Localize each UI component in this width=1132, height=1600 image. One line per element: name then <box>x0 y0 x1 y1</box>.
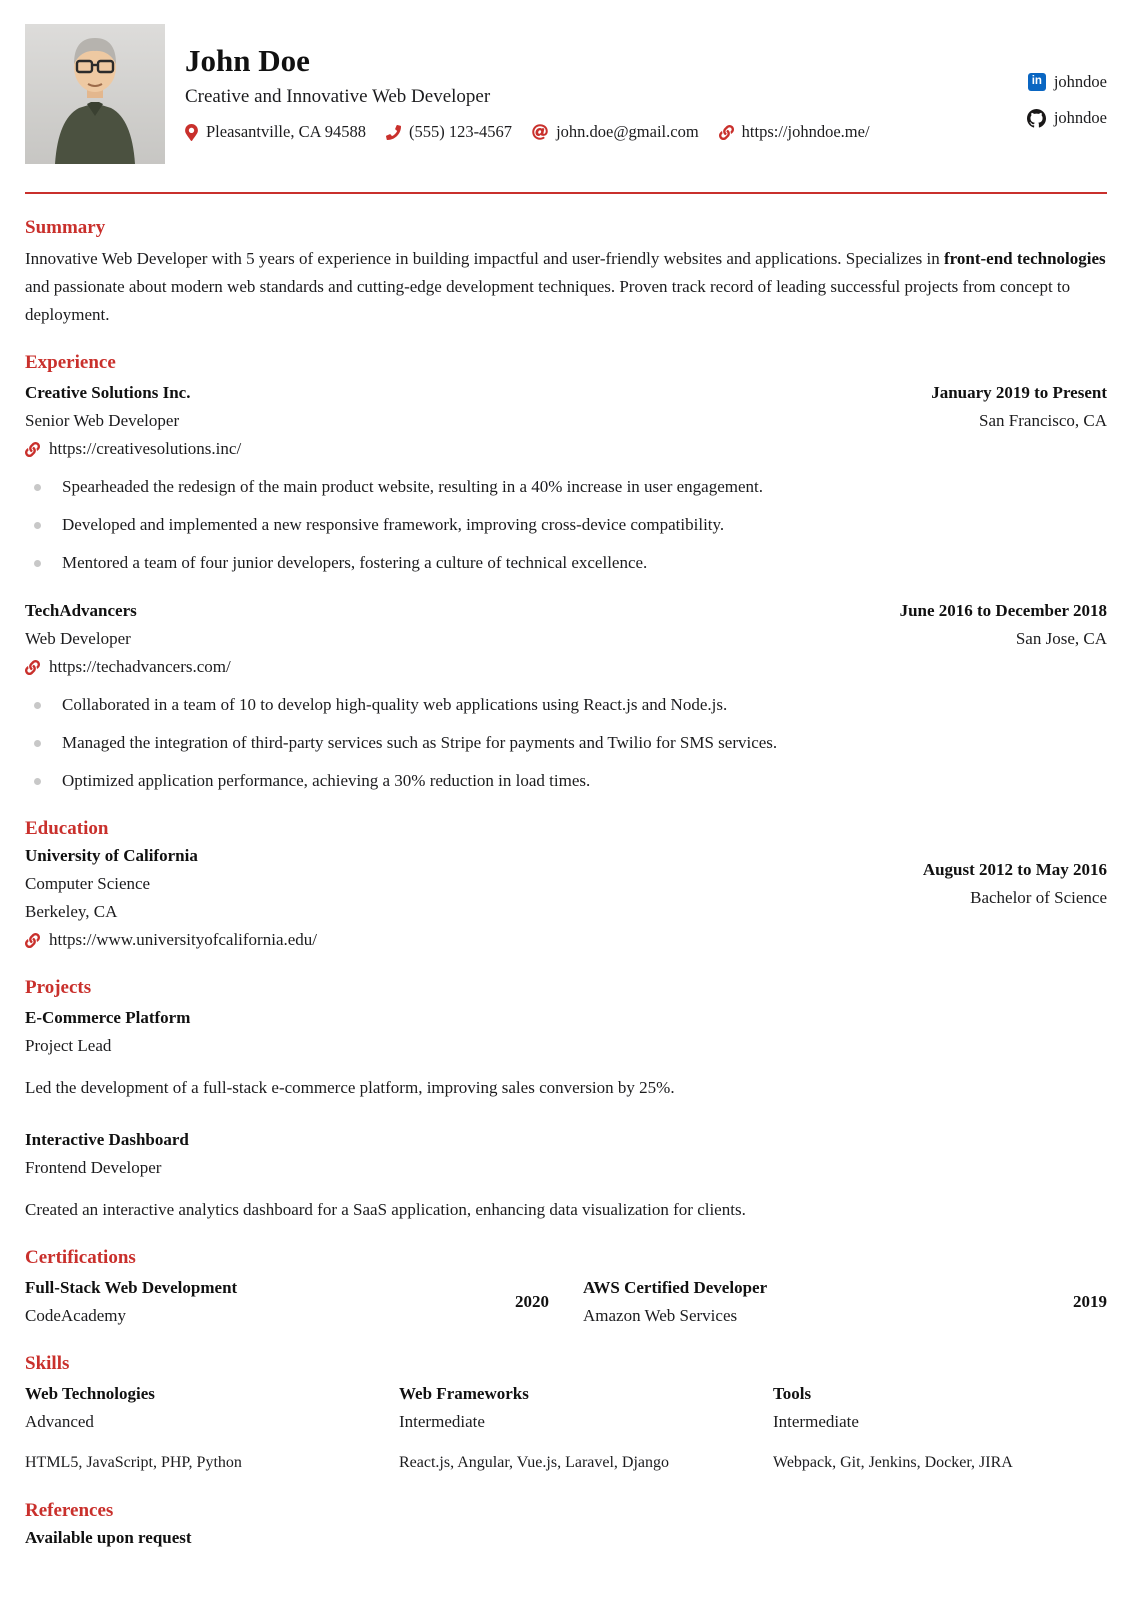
skill-group <box>399 1380 733 1477</box>
job-position: Web Developer <box>25 629 131 648</box>
contact-phone <box>386 118 512 146</box>
company-name: Creative Solutions Inc. <box>25 383 191 402</box>
profile-photo-illustration <box>25 24 165 164</box>
projects-heading: Projects <box>25 977 92 998</box>
summary-text <box>25 245 1107 329</box>
contact-row <box>185 118 1027 146</box>
job-highlights <box>25 691 1107 795</box>
skills-heading: Skills <box>25 1353 70 1374</box>
company-url[interactable]: https://creativesolutions.inc/ <box>49 439 242 458</box>
person-name: John Doe <box>185 43 310 78</box>
school-city: Berkeley, CA <box>25 902 118 921</box>
project-entry <box>25 1126 1107 1224</box>
certification-entry <box>25 1274 549 1330</box>
project-role: Project Lead <box>25 1036 112 1055</box>
skill-name: Tools <box>773 1384 812 1403</box>
link-icon <box>719 125 734 140</box>
summary-heading: Summary <box>25 217 106 238</box>
section-education <box>25 816 1107 954</box>
project-entry <box>25 1004 1107 1102</box>
skills-grid <box>25 1380 1107 1477</box>
contact-email[interactable] <box>532 118 699 146</box>
certification-year: 2020 <box>515 1292 549 1311</box>
education-left <box>25 842 198 926</box>
study-type: Bachelor of Science <box>970 888 1107 907</box>
phone-icon <box>386 125 401 140</box>
linkedin-icon: in <box>1028 73 1046 91</box>
bullet-item <box>25 729 1107 757</box>
project-description: Created an interactive analytics dashboard for a SaaS application, enhancing data visualization for clients. <box>25 1200 746 1219</box>
bullet-item <box>25 511 1107 539</box>
contact-location <box>185 118 366 146</box>
certification-year: 2019 <box>1073 1292 1107 1311</box>
company-link[interactable] <box>25 653 1107 681</box>
job-position: Senior Web Developer <box>25 411 180 430</box>
job-highlights <box>25 473 1107 577</box>
skill-keywords: Webpack, Git, Jenkins, Docker, JIRA <box>773 1454 1013 1471</box>
education-right <box>923 842 1107 926</box>
profile-photo <box>25 24 165 164</box>
certification-entry <box>583 1274 1107 1330</box>
skill-level: Intermediate <box>773 1412 859 1431</box>
experience-entry <box>25 597 1107 795</box>
at-icon <box>532 124 548 140</box>
github-username[interactable]: johndoe <box>1053 108 1107 127</box>
job-location: San Francisco, CA <box>979 411 1107 430</box>
bullet-text: Mentored a team of four junior developers, fostering a culture of technical excellence. <box>62 553 648 572</box>
project-name: Interactive Dashboard <box>25 1130 189 1149</box>
company-link[interactable] <box>25 435 1107 463</box>
contact-location-text: Pleasantville, CA 94588 <box>206 122 366 141</box>
bullet-text: Spearheaded the redesign of the main product website, resulting in a 40% increase in user engagement. <box>62 477 764 496</box>
skill-level: Intermediate <box>399 1412 485 1431</box>
project-name: E-Commerce Platform <box>25 1008 191 1027</box>
education-dates: August 2012 to May 2016 <box>922 860 1107 879</box>
certification-issuer: CodeAcademy <box>25 1306 127 1325</box>
contact-phone-text: (555) 123-4567 <box>408 122 513 141</box>
social-block <box>1027 68 1107 132</box>
contact-website[interactable] <box>719 118 870 146</box>
job-location: San Jose, CA <box>1015 629 1107 648</box>
job-dates: June 2016 to December 2018 <box>899 601 1107 620</box>
social-linkedin[interactable] <box>1028 68 1107 96</box>
section-projects <box>25 975 1107 1224</box>
red-divider <box>25 192 1107 194</box>
link-icon <box>25 933 40 948</box>
job-dates: January 2019 to Present <box>931 383 1107 402</box>
certifications-heading: Certifications <box>25 1247 136 1268</box>
school-url[interactable]: https://www.universityofcalifornia.edu/ <box>49 930 318 949</box>
bullet-item <box>25 767 1107 795</box>
section-summary <box>25 215 1107 329</box>
section-references <box>25 1498 1107 1552</box>
linkedin-username[interactable]: johndoe <box>1053 72 1107 91</box>
references-heading: References <box>25 1500 114 1521</box>
skill-keywords: React.js, Angular, Vue.js, Laravel, Django <box>399 1454 670 1471</box>
bullet-item <box>25 473 1107 501</box>
education-entry <box>25 842 1107 926</box>
summary-text-before: Innovative Web Developer with 5 years of experience in building impactful and user-friendly websites and applications. Specializes in <box>25 249 944 268</box>
skill-group <box>25 1380 359 1477</box>
study-area: Computer Science <box>25 874 151 893</box>
company-name: TechAdvancers <box>25 601 137 620</box>
certifications-grid <box>25 1274 1107 1330</box>
project-description: Led the development of a full-stack e-commerce platform, improving sales conversion by 25%. <box>25 1078 675 1097</box>
company-url[interactable]: https://techadvancers.com/ <box>49 657 231 676</box>
school-name: University of California <box>25 846 198 865</box>
skill-group <box>773 1380 1107 1477</box>
skill-name: Web Technologies <box>25 1384 155 1403</box>
certification-name: Full-Stack Web Development <box>25 1278 238 1297</box>
person-job-title: Creative and Innovative Web Developer <box>185 86 491 107</box>
summary-text-bold: front-end technologies <box>944 249 1106 268</box>
skill-name: Web Frameworks <box>399 1384 529 1403</box>
link-icon <box>25 442 40 457</box>
identity-block <box>185 24 1027 146</box>
contact-website-text[interactable]: https://johndoe.me/ <box>741 122 870 141</box>
section-certifications <box>25 1245 1107 1330</box>
project-role: Frontend Developer <box>25 1158 162 1177</box>
bullet-text: Developed and implemented a new responsive framework, improving cross-device compatibility. <box>62 515 725 534</box>
school-link[interactable] <box>25 926 1107 954</box>
bullet-text: Managed the integration of third-party services such as Stripe for payments and Twilio for SMS services. <box>62 733 778 752</box>
certification-info <box>25 1274 237 1330</box>
experience-heading: Experience <box>25 352 116 373</box>
references-text: Available upon request <box>25 1528 192 1547</box>
education-heading: Education <box>25 818 109 839</box>
bullet-item <box>25 691 1107 719</box>
bullet-text: Collaborated in a team of 10 to develop high-quality web applications using React.js and Node.js. <box>62 695 728 714</box>
github-icon <box>1027 109 1046 128</box>
resume-header <box>25 24 1107 164</box>
contact-email-text[interactable]: john.doe@gmail.com <box>556 122 699 141</box>
social-github[interactable] <box>1027 104 1107 132</box>
section-skills <box>25 1351 1107 1477</box>
certification-info <box>583 1274 767 1330</box>
certification-issuer: Amazon Web Services <box>583 1306 738 1325</box>
certification-name: AWS Certified Developer <box>583 1278 768 1297</box>
bullet-text: Optimized application performance, achieving a 30% reduction in load times. <box>62 771 591 790</box>
experience-entry <box>25 379 1107 577</box>
link-icon <box>25 660 40 675</box>
bullet-item <box>25 549 1107 577</box>
skill-level: Advanced <box>25 1412 94 1431</box>
skill-keywords: HTML5, JavaScript, PHP, Python <box>25 1454 242 1471</box>
section-experience <box>25 350 1107 795</box>
location-pin-icon <box>185 124 198 141</box>
summary-text-after: and passionate about modern web standards and cutting-edge development techniques. Proven track record of leading successful projects from concept to deployment. <box>25 277 1071 324</box>
